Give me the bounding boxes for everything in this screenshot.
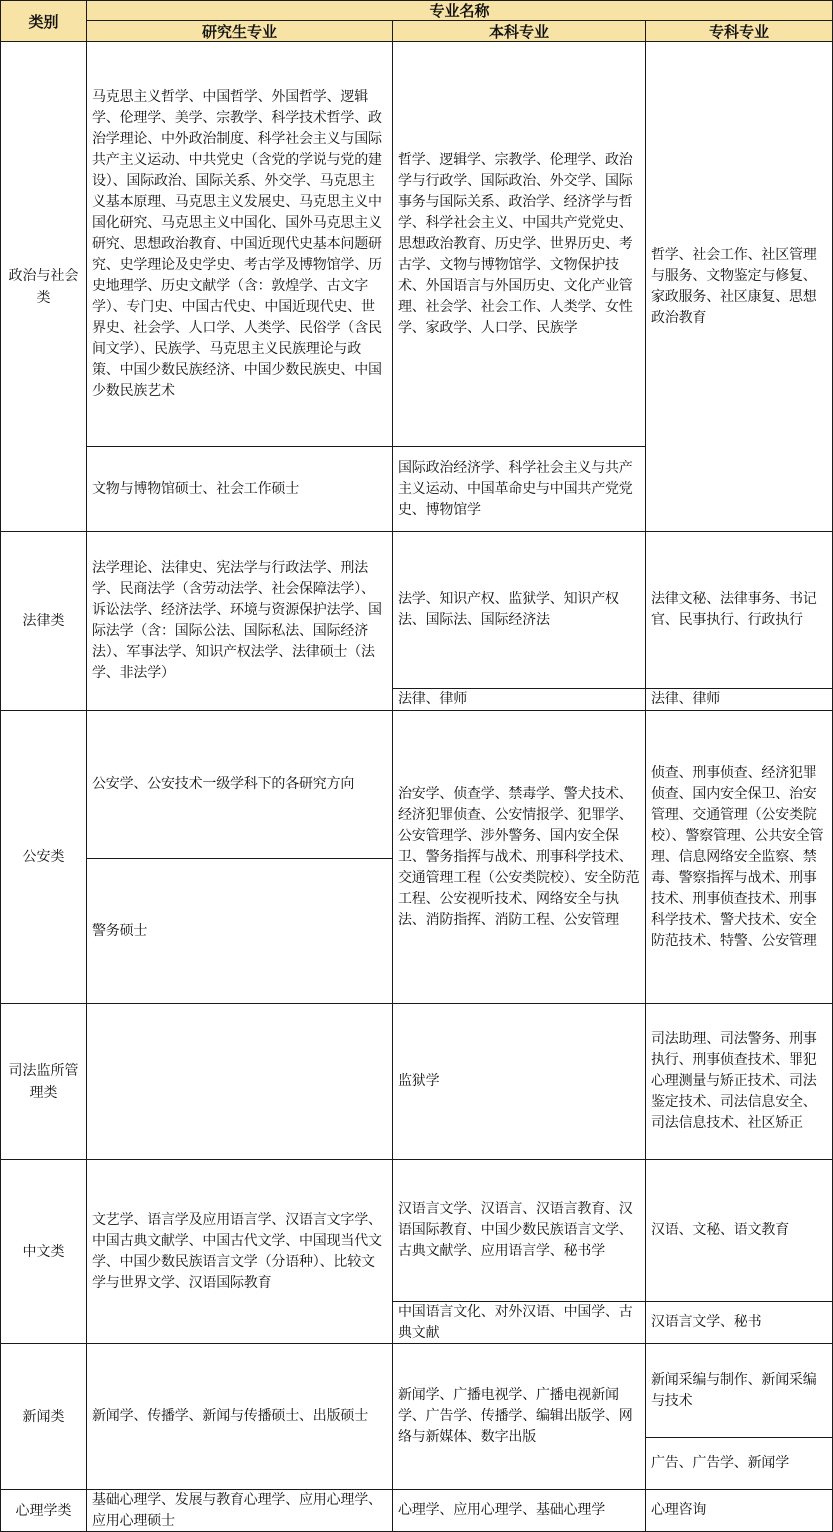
chinese-undergrad-2 [393,1302,645,1343]
journalism-graduate [87,1344,392,1489]
journalism-undergrad-text: 新闻学、广播电视学、广播电视新闻学、广告学、传播学、编辑出版学、网络与新媒体、数字出版 [398,1387,633,1445]
law-junior-2 [646,689,832,710]
law-junior-1-text: 法律文秘、法律事务、书记官、民事执行、行政执行 [651,591,817,628]
law-junior-2-text: 法律、律师 [651,691,720,707]
law-undergrad-1 [393,532,645,688]
chinese-junior-2-text: 汉语言文学、秘书 [651,1314,762,1330]
law-graduate [87,532,392,710]
psychology-undergrad [393,1490,645,1531]
journalism-undergrad [393,1344,645,1489]
law-undergrad-2 [393,689,645,710]
category-psychology [1,1490,86,1531]
header-junior-college-label: 专科专业 [708,22,769,41]
hline-header [0,41,833,42]
police-graduate-2-text: 警务硕士 [92,922,148,939]
header-undergraduate [393,21,645,41]
hline-police-sub [86,858,393,859]
hline-police [0,1003,833,1004]
police-junior [646,711,832,1003]
psychology-graduate [87,1490,392,1531]
header-category [1,1,86,41]
category-police-label: 公安类 [22,849,65,865]
psychology-graduate-text: 基础心理学、发展与教育心理学、应用心理学、应用心理硕士 [92,1491,382,1529]
journalism-junior-1-text: 新闻采编与制作、新闻采编与技术 [651,1371,817,1409]
chinese-junior-2 [646,1302,832,1343]
chinese-undergrad-1 [393,1160,645,1301]
category-journalism-label: 新闻类 [22,1408,65,1425]
hline-judicial [0,1159,833,1160]
politics-graduate-1 [87,42,392,446]
hline-law [0,710,833,711]
header-graduate-label: 研究生专业 [201,22,277,41]
category-judicial-label: 司法监所管理类 [8,1062,79,1101]
category-chinese [1,1160,86,1343]
journalism-graduate-text: 新闻学、传播学、新闻与传播硕士、出版硕士 [92,1408,368,1424]
politics-undergrad-2-text: 国际政治经济学、科学社会主义与共产主义运动、中国革命史与中国共产党党史、博物馆学 [398,459,633,518]
category-law [1,532,86,710]
judicial-undergrad-text: 监狱学 [398,1073,440,1089]
border-left [0,0,1,1532]
law-graduate-text: 法学理论、法律史、宪法学与行政法学、刑法学、民商法学（含劳动法学、社会保障法学）、诉讼法学、经济法学、环境与资源保护法学、国际法学（含：国际公法、国际私法、国际经济法）、军事法学、知识产权法学、法律硕士（法学、非法学） [92,560,382,681]
header-graduate [87,21,392,41]
journalism-junior-2 [646,1438,832,1489]
category-psychology-label: 心理学类 [15,1502,72,1519]
vline-graduate [392,20,393,1532]
journalism-junior-2-text: 广告、广告学、新闻学 [651,1455,789,1471]
judicial-junior [646,1004,832,1159]
police-undergrad [393,711,645,1003]
border-top [0,0,833,1]
chinese-undergrad-2-text: 中国语言文化、对外汉语、中国学、古典文献 [398,1303,633,1341]
hline-header-sub [86,20,833,21]
chinese-graduate [87,1160,392,1343]
police-graduate-1-text: 公安学、公安技术一级学科下的各研究方向 [92,776,355,792]
politics-junior-text: 哲学、社会工作、社区管理与服务、文物鉴定与修复、家政服务、社区康复、思想政治教育 [651,246,817,326]
category-chinese-label: 中文类 [22,1243,65,1260]
law-undergrad-1-text: 法学、知识产权、监狱学、知识产权法、国际法、国际经济法 [398,591,619,628]
politics-graduate-1-text: 马克思主义哲学、中国哲学、外国哲学、逻辑学、伦理学、美学、宗教学、科学技术哲学、政治学理论、中外政治制度、科学社会主义与国际共产主义运动、中共党史（含党的学说与党的建设）、国际政治、国际关系、外交学、马克思主义基本原理、马克思主义发展史、马克思主义中国化研究、马克思主义中国化、国外马克思主义研究、思想政治教育、中国近现代史基本问题研究、史学理论及史学史、考古学及博物馆学、历史地理学、历史文献学（含：敦煌学、古文字学）、专门史、中国古代史、中国近现代史、世界史、社会学、人口学、人类学、民俗学（含民间文学）、民族学、马克思主义民族理论与政策、中国少数民族经济、中国少数民族史、中国少数民族艺术 [92,88,382,399]
category-police [1,711,86,1003]
header-undergraduate-label: 本科专业 [488,22,549,41]
hline-chinese-sub [392,1301,833,1302]
chinese-junior-1 [646,1160,832,1301]
journalism-junior-1 [646,1344,832,1437]
judicial-graduate [87,1004,392,1159]
police-junior-text: 侦查、刑事侦查、经济犯罪侦查、国内安全保卫、治安管理、交通管理（公安类院校）、警察管理、公共安全管理、信息网络安全监察、禁毒、警察指挥与战术、刑事技术、刑事侦查技术、刑事科学技术、警犬技术、安全防范技术、特警、公安管理 [651,764,824,949]
chinese-undergrad-1-text: 汉语言文学、汉语言、汉语言教育、汉语国际教育、中国少数民族语言文学、古典文献学、应用语言学、秘书学 [398,1201,633,1259]
header-junior-college [646,21,832,41]
law-undergrad-2-text: 法律、律师 [398,691,467,707]
police-graduate-2 [87,859,392,1003]
psychology-junior-text: 心理咨询 [651,1502,707,1518]
politics-graduate-2 [87,447,392,531]
header-category-label: 类别 [28,12,59,31]
judicial-junior-text: 司法助理、司法警务、刑事执行、刑事侦查技术、罪犯心理测量与矫正技术、司法鉴定技术、司法信息安全、司法信息技术、社区矫正 [651,1031,817,1131]
politics-graduate-2-text: 文物与博物馆硕士、社会工作硕士 [92,480,299,497]
chinese-junior-1-text: 汉语、文秘、语文教育 [651,1222,789,1238]
header-major-name-label: 专业名称 [429,2,490,20]
hline-chinese [0,1343,833,1344]
politics-undergrad-1-text: 哲学、逻辑学、宗教学、伦理学、政治学与行政学、国际政治、外交学、国际事务与国际关系、政治学、经济学与哲学、科学社会主义、中国共产党党史、思想政治教育、历史学、世界历史、考古学、文物与博物馆学、文物保护技术、外国语言与外国历史、文化产业管理、社会学、社会工作、人类学、女性学、家政学、人口学、民族学 [398,151,633,336]
category-politics [1,42,86,531]
law-junior-1 [646,532,832,688]
judicial-undergrad [393,1004,645,1159]
psychology-junior [646,1490,832,1531]
hline-journalism-sub [645,1437,833,1438]
hline-politics-sub [86,446,646,447]
category-politics-label: 政治与社会类 [8,267,79,306]
category-journalism [1,1344,86,1489]
chinese-graduate-text: 文艺学、语言学及应用语言学、汉语言文字学、中国古典文献学、中国古代文学、中国现当代文学、中国少数民族语言文学（分语种）、比较文学与世界文学、汉语国际教育 [92,1211,382,1291]
vline-category [86,0,87,1532]
hline-law-sub [392,688,833,689]
psychology-undergrad-text: 心理学、应用心理学、基础心理学 [398,1502,605,1518]
politics-undergrad-1 [393,42,645,446]
hline-politics [0,531,833,532]
politics-undergrad-2 [393,447,645,531]
category-law-label: 法律类 [22,613,65,629]
police-graduate-1 [87,711,392,858]
vline-undergraduate [645,20,646,1532]
hline-journalism [0,1489,833,1490]
header-major-name [87,1,832,20]
police-undergrad-text: 治安学、侦查学、禁毒学、警犬技术、经济犯罪侦查、公安情报学、犯罪学、公安管理学、涉外警务、国内安全保卫、警务指挥与战术、刑事科学技术、交通管理工程（公安类院校）、安全防范工程、公安视听技术、网络安全与执法、消防指挥、消防工程、公安管理 [398,785,640,928]
category-judicial [1,1004,86,1159]
politics-junior [646,42,832,531]
